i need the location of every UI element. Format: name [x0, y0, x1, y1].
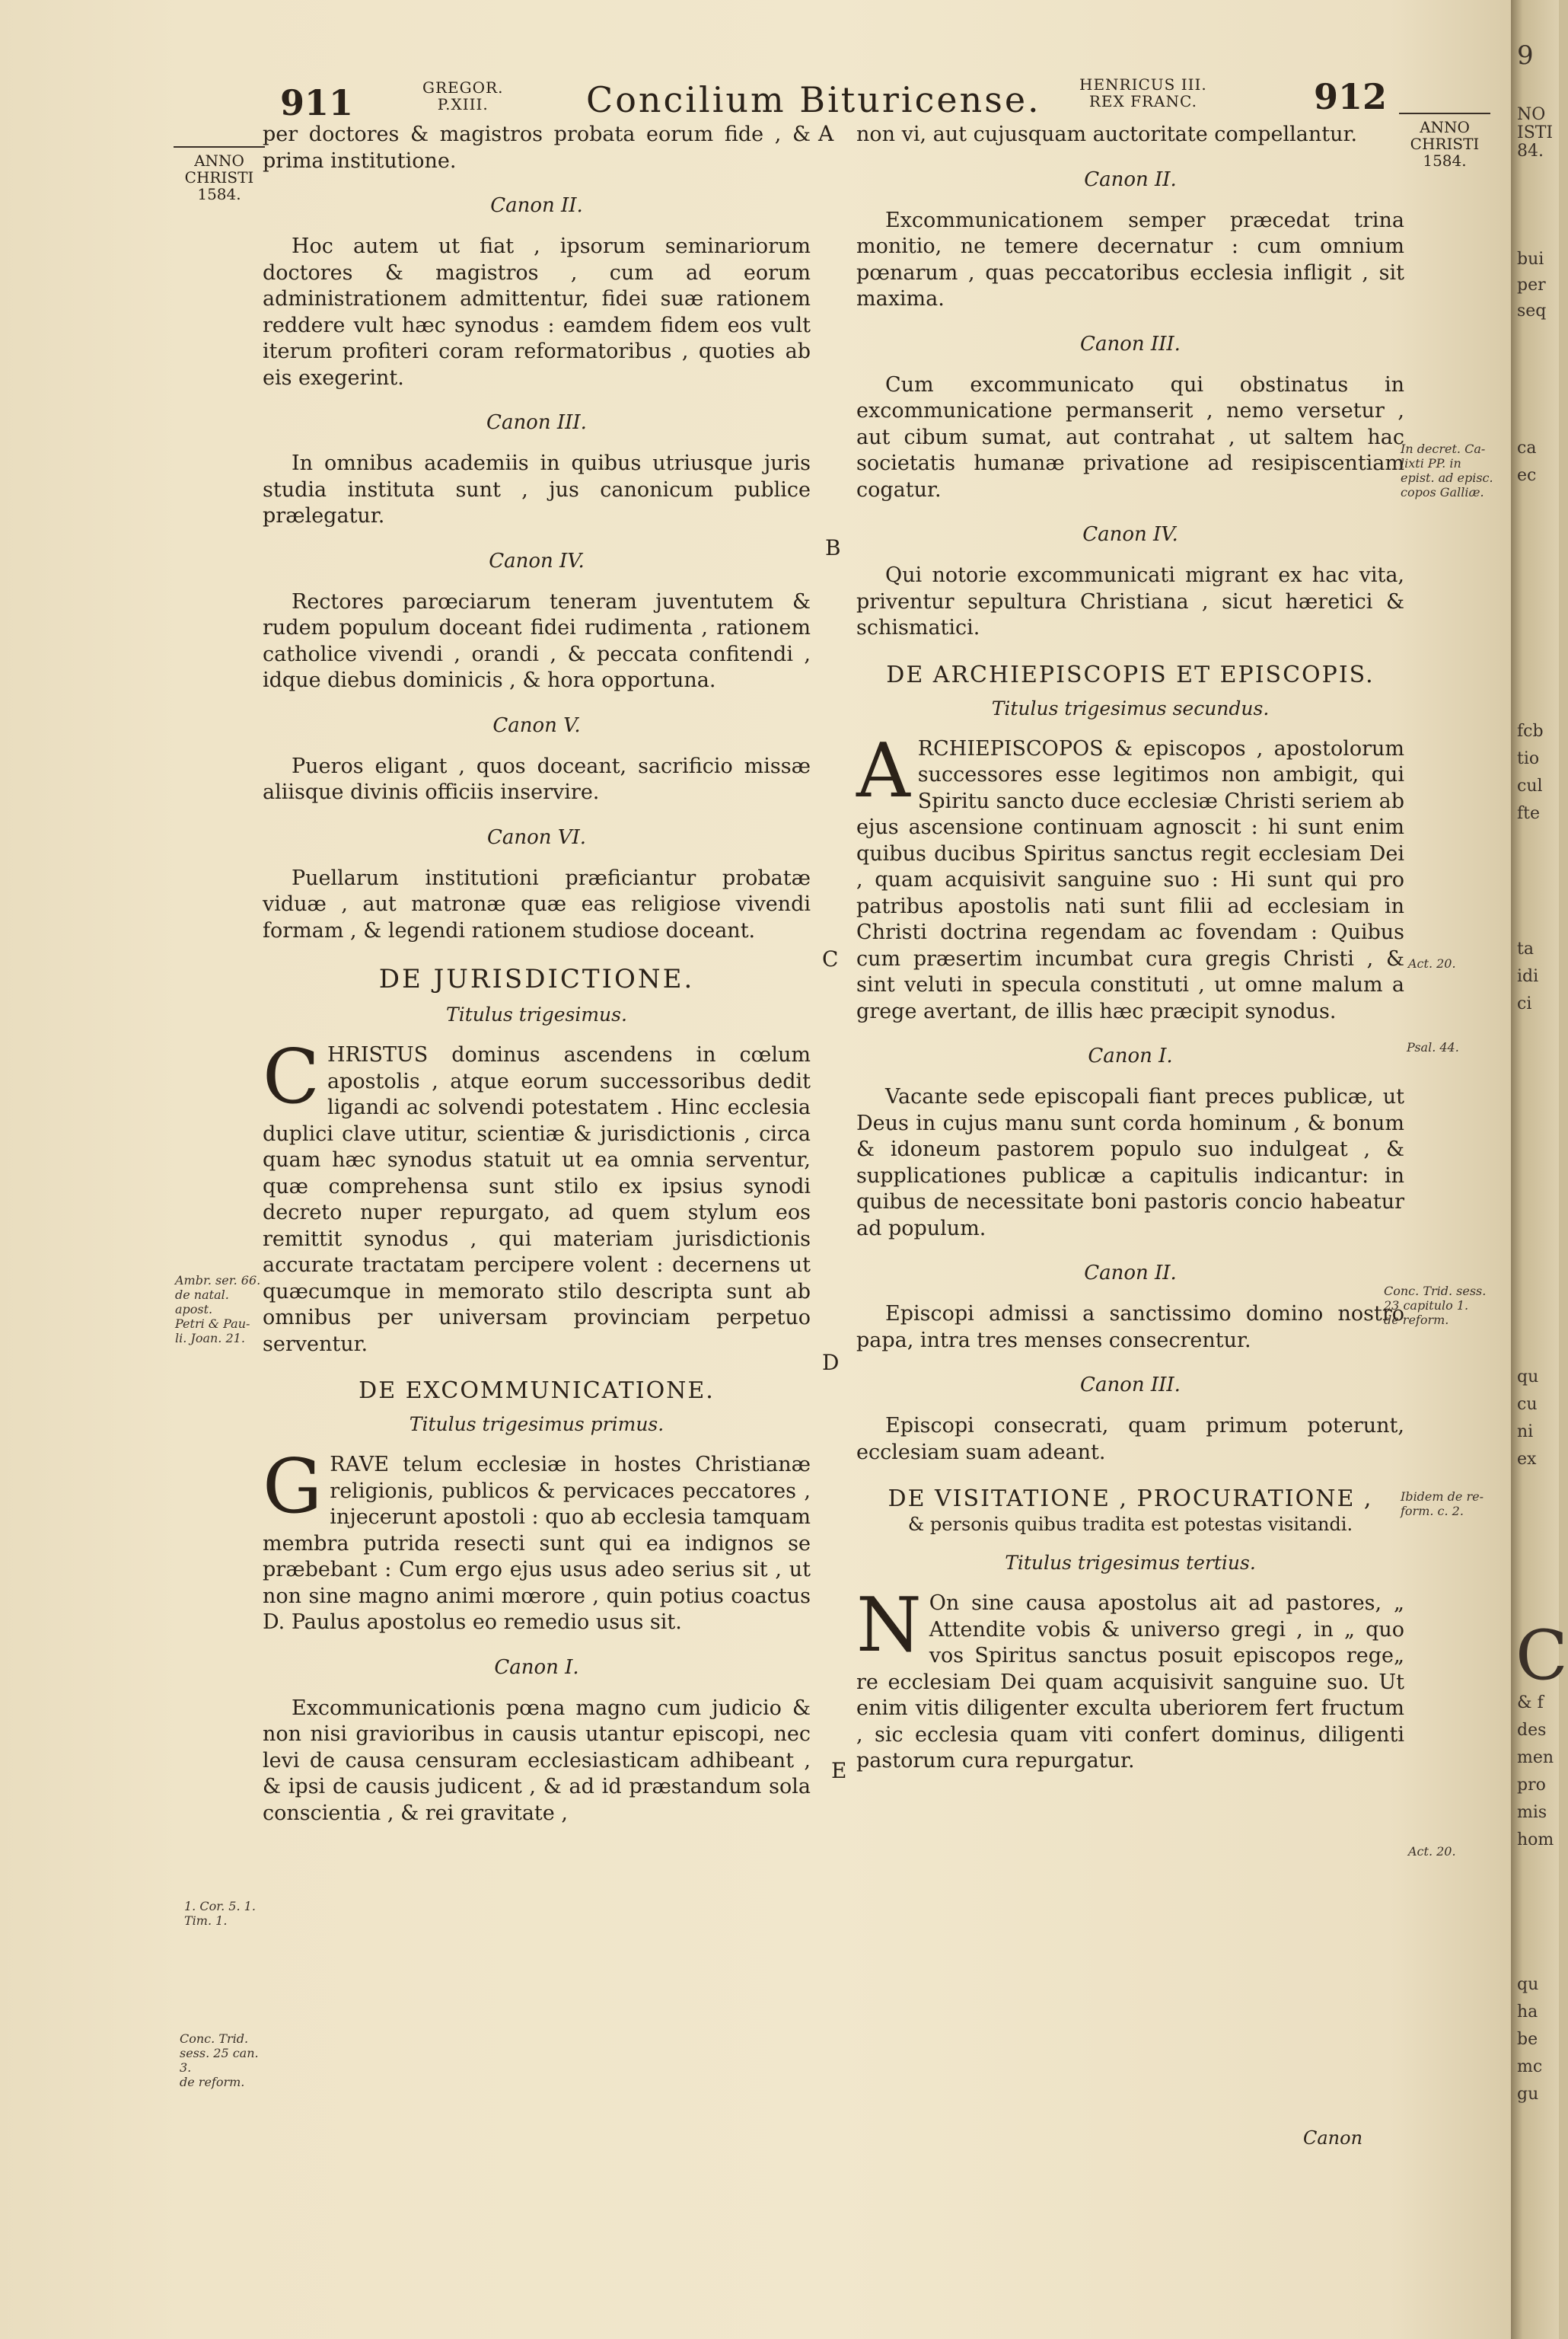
margin-note-acts-1: Act. 20.: [1408, 956, 1456, 971]
section-body: RCHIEPISCOPOS & episcopos , apostolorum successores esse legitimos non ambigit, qui Spiritu sancto duce ecclesiæ Christi seriem ab ejus ascensione continuam agnoscit : hi sunt enim quibus ducibus Spiritus sanctus regit ecclesiam Dei , quam acquisivit sanguine suo : Hi sunt qui pro patribus apostolis nati sunt filii ad ecclesiam in Christi doctrina regendam ac fovendam : Quibus cum præsertim incumbat cura gregis Christi , & sint veluti in specula constituti , ut omne malum a grege avertant, de illis hæc præcipit synodus.: [856, 736, 1404, 1023]
page-number-right: 912: [1314, 76, 1388, 117]
canon-heading: Canon III.: [1080, 1374, 1181, 1396]
section-heading-excommunication: DE EXCOMMUNICATIONE.: [359, 1377, 715, 1404]
gutter-letter-c: C: [822, 946, 839, 972]
neighbor-fragment: NO: [1517, 105, 1546, 124]
neighbor-fragment: per: [1517, 276, 1546, 295]
margin-note-psalm: Psal. 44.: [1407, 1040, 1459, 1055]
section-heading-jurisdiction: DE JURISDICTIONE.: [378, 964, 695, 994]
drop-cap: G: [263, 1444, 323, 1530]
titulus-heading: Titulus trigesimus primus.: [409, 1413, 664, 1435]
canon-heading: Canon IV.: [489, 549, 585, 573]
neighbor-fragment: ca: [1517, 439, 1537, 458]
section-subheading-visitation: & personis quibus tradita est potestas visitandi.: [907, 1514, 1353, 1535]
neighbor-fragment: men: [1517, 1748, 1554, 1767]
canon-text: Cum excommunicato qui obstinatus in excommunicatione permanserit , nemo versetur , aut cibum sumat, aut contrahat , ut saltem hac societatis humanæ privatione ad resipiscentiam cogatur.: [856, 372, 1404, 502]
neighbor-fragment: hom: [1517, 1830, 1554, 1849]
section-heading-archbishops: DE ARCHIEPISCOPIS ET EPISCOPIS.: [886, 661, 1375, 688]
paragraph-continuation: non vi, aut cujusquam auctoritate compellantur.: [856, 123, 1358, 146]
margin-note-acts-2: Act. 20.: [1408, 1844, 1456, 1859]
neighbor-fragment: be: [1517, 2030, 1538, 2049]
margin-note-ibidem: Ibidem de re- form. c. 2.: [1401, 1489, 1484, 1518]
section-body: RAVE telum ecclesiæ in hostes Christianæ religionis, publicos & pervicaces peccatores , injecerunt apostoli : quo ab ecclesia tamquam membra putrida resecti sunt qui ea indignos se præbebant : Cum ergo ejus usus adeo serius sit , ut non sine magno animi mœrore , quin potius coactus D. Paulus apostolus eo remedio usus sit.: [263, 1453, 811, 1634]
section-text-visitation: [856, 1582, 1404, 1775]
gutter-letter-e: E: [831, 1758, 847, 1783]
neighbor-fragment: qu: [1517, 1367, 1539, 1386]
text-column-left: [263, 122, 811, 1846]
neighbor-fragment: pro: [1517, 1776, 1546, 1795]
neighbor-fragment: idi: [1517, 967, 1539, 986]
canon-heading: Canon IV.: [1082, 523, 1178, 546]
canon-text: Excommunicationem semper præcedat trina monitio, ne temere decernatur : cum omnium pœnarum , quas peccatoribus ecclesia infligit , sit maxima.: [856, 208, 1404, 311]
neighbor-fragment: ta: [1517, 940, 1534, 959]
neighbor-fragment: ha: [1517, 2002, 1538, 2021]
section-text-jurisdiction: [263, 1034, 811, 1358]
section-heading-visitation: DE VISITATIONE , PROCURATIONE ,: [888, 1485, 1373, 1512]
margin-note-trident-1: Conc. Trid. sess. 25 can. 3. de reform.: [180, 2031, 259, 2089]
canon-text: Rectores parœciarum teneram juventutem & rudem populum doceant fidei rudimenta , rationem catholice vivendi , orandi , & peccata confitendi , idque diebus dominicis , & hora opportuna.: [263, 589, 811, 692]
anno-rule-left: [174, 146, 265, 148]
titulus-heading: Titulus trigesimus.: [446, 1004, 627, 1026]
canon-heading: Canon III.: [486, 411, 587, 434]
canon-heading: Canon III.: [1080, 332, 1181, 356]
titulus-heading: Titulus trigesimus secundus.: [991, 697, 1270, 720]
canon-heading: Canon II.: [1084, 1262, 1177, 1284]
anno-rule-right: [1399, 113, 1490, 114]
gutter-letter-a: A: [818, 121, 834, 146]
facing-page-edge: [1511, 0, 1568, 2339]
anno-christi-left: ANNO CHRISTI 1584.: [184, 152, 254, 203]
canon-text: In omnibus academiis in quibus utriusque juris studia instituta sunt , jus canonicum publice prælegatur.: [263, 452, 811, 528]
canon-text: Episcopi consecrati, quam primum poterunt, ecclesiam suam adeant.: [856, 1414, 1404, 1464]
margin-note-ambrose: Ambr. ser. 66. de natal. apost. Petri & Pau- li. Joan. 21.: [175, 1273, 261, 1345]
neighbor-fragment: ci: [1517, 994, 1532, 1013]
neighbor-fragment: tio: [1517, 749, 1540, 768]
section-text-excommunication: [263, 1444, 811, 1636]
canon-text: Hoc autem ut fiat , ipsorum seminariorum doctores & magistros , cum ad eorum administrationem admittentur, fidei suæ rationem reddere vult hæc synodus : eamdem fidem eos vult iterum profiteri coram reformatoribus , quoties ab eis exegerint.: [263, 235, 811, 390]
page-title: Concilium Bituricense.: [586, 79, 1041, 120]
canon-heading: Canon II.: [490, 194, 583, 217]
neighbor-fragment: & f: [1517, 1693, 1544, 1712]
titulus-heading: Titulus trigesimus tertius.: [1005, 1552, 1256, 1574]
canon-text: Qui notorie excommunicati migrant ex hac vita, priventur sepultura Christiana , sicut hæretici & schismatici.: [856, 563, 1404, 640]
catchword: Canon: [1303, 2127, 1363, 2149]
canon-heading: Canon I.: [494, 1655, 579, 1679]
paragraph-continuation: per doctores & magistros probata eorum fide , & prima institutione.: [263, 123, 811, 173]
drop-cap: A: [856, 727, 910, 815]
neighbor-fragment: ec: [1517, 466, 1537, 485]
neighbor-fragment: gu: [1517, 2085, 1539, 2104]
neighbor-fragment: ni: [1517, 1422, 1534, 1441]
canon-heading: Canon V.: [492, 713, 581, 737]
page-number-left: 911: [280, 82, 354, 123]
neighbor-fragment: mc: [1517, 2057, 1543, 2076]
drop-cap: N: [856, 1582, 922, 1669]
canon-heading: Canon II.: [1084, 168, 1177, 191]
neighbor-fragment: seq: [1517, 302, 1547, 321]
neighbor-fragment: ISTI: [1517, 123, 1554, 142]
neighbor-fragment: cu: [1517, 1395, 1538, 1414]
gutter-letter-b: B: [825, 535, 841, 560]
section-body: HRISTUS dominus ascendens in cœlum apostolis , atque eorum successoribus dedit ligandi ac solvendi potestatem . Hinc ecclesia duplici clave utitur, scientiæ & jurisdictionis , circa quam hæc synodus statuit ut ea omnia serventur, quæ comprehensa sunt stilo ex ipsius synodi decreto nuper repurgato, ad quem stylum eos remittit synodus , qui materiam jurisdictionis accurate tractatam percipere volent : decernens ut quæcumque in memorato stilo descripta sunt ab omnibus per universam provinciam perpetuo serventur.: [263, 1043, 811, 1356]
neighbor-fragment: cul: [1517, 777, 1543, 796]
margin-note-trident-2: Conc. Trid. sess. 23 capitulo 1. de reform.: [1384, 1284, 1487, 1327]
margin-note-calixtus: In decret. Ca- lixti PP. in epist. ad episc. copos Galliæ.: [1401, 442, 1493, 499]
canon-text: Excommunicationis pœna magno cum judicio & non nisi gravioribus in causis utantur episcopi, nec levi de causa censuram ecclesiasticam adhibeant , & ipsi de causis judicent , & ad id præstandum sola conscientia , & rei gravitate ,: [263, 1696, 811, 1825]
neighbor-fragment: qu: [1517, 1975, 1539, 1994]
neighbor-fragment: bui: [1517, 250, 1544, 269]
neighbor-fragment: 9: [1517, 40, 1534, 71]
canon-text: Vacante sede episcopali fiant preces publicæ, ut Deus in cujus manu sunt corda hominum , & bonum & idoneum pastorem populo suo indulgeat , & supplicationes publicæ a capitulis indicantur: in quibus de necessitate boni pastoris concio habeatur ad populum.: [856, 1085, 1404, 1240]
gutter-letter-d: D: [822, 1350, 840, 1375]
running-head-pope: GREGOR. P.XIII.: [422, 78, 504, 113]
neighbor-fragment: fte: [1517, 804, 1541, 823]
anno-christi-right: ANNO CHRISTI 1584.: [1410, 118, 1480, 170]
canon-text: Episcopi admissi a sanctissimo domino nostro papa, intra tres menses consecrentur.: [856, 1302, 1404, 1352]
canon-text: Puellarum institutioni præficiantur probatæ viduæ , aut matronæ quæ eas religiose vivendi formam , & legendi rationem studiose doceant.: [263, 866, 811, 943]
section-text-archbishops: [856, 727, 1404, 1026]
neighbor-drop-cap: C: [1515, 1616, 1568, 1696]
section-body: On sine causa apostolus ait ad pastores, „ Attendite vobis & universo gregi , in „ quo vos Spiritus sanctus posuit episcopos rege„ re ecclesiam Dei quam acquisivit sanguine suo. Ut enim vitis diligenter exculta uberiorem fert fructum , sic ecclesia quam viti confert dominus, diligenti pastorum cura repurgatur.: [856, 1591, 1404, 1773]
canon-text: Pueros eligant , quos doceant, sacrificio missæ aliisque divinis officiis inservire.: [263, 754, 811, 804]
neighbor-fragment: 84.: [1517, 142, 1544, 161]
neighbor-fragment: mis: [1517, 1803, 1547, 1822]
text-column-right: [856, 122, 1404, 1795]
running-head-king: HENRICUS III. REX FRANC.: [1079, 75, 1207, 110]
neighbor-fragment: des: [1517, 1721, 1547, 1740]
drop-cap: C: [263, 1034, 320, 1121]
canon-heading: Canon VI.: [486, 825, 587, 849]
neighbor-fragment: fcb: [1517, 722, 1544, 741]
neighbor-fragment: ex: [1517, 1450, 1537, 1469]
canon-heading: Canon I.: [1088, 1045, 1173, 1067]
margin-note-corinthians: 1. Cor. 5. 1. Tim. 1.: [184, 1899, 256, 1928]
